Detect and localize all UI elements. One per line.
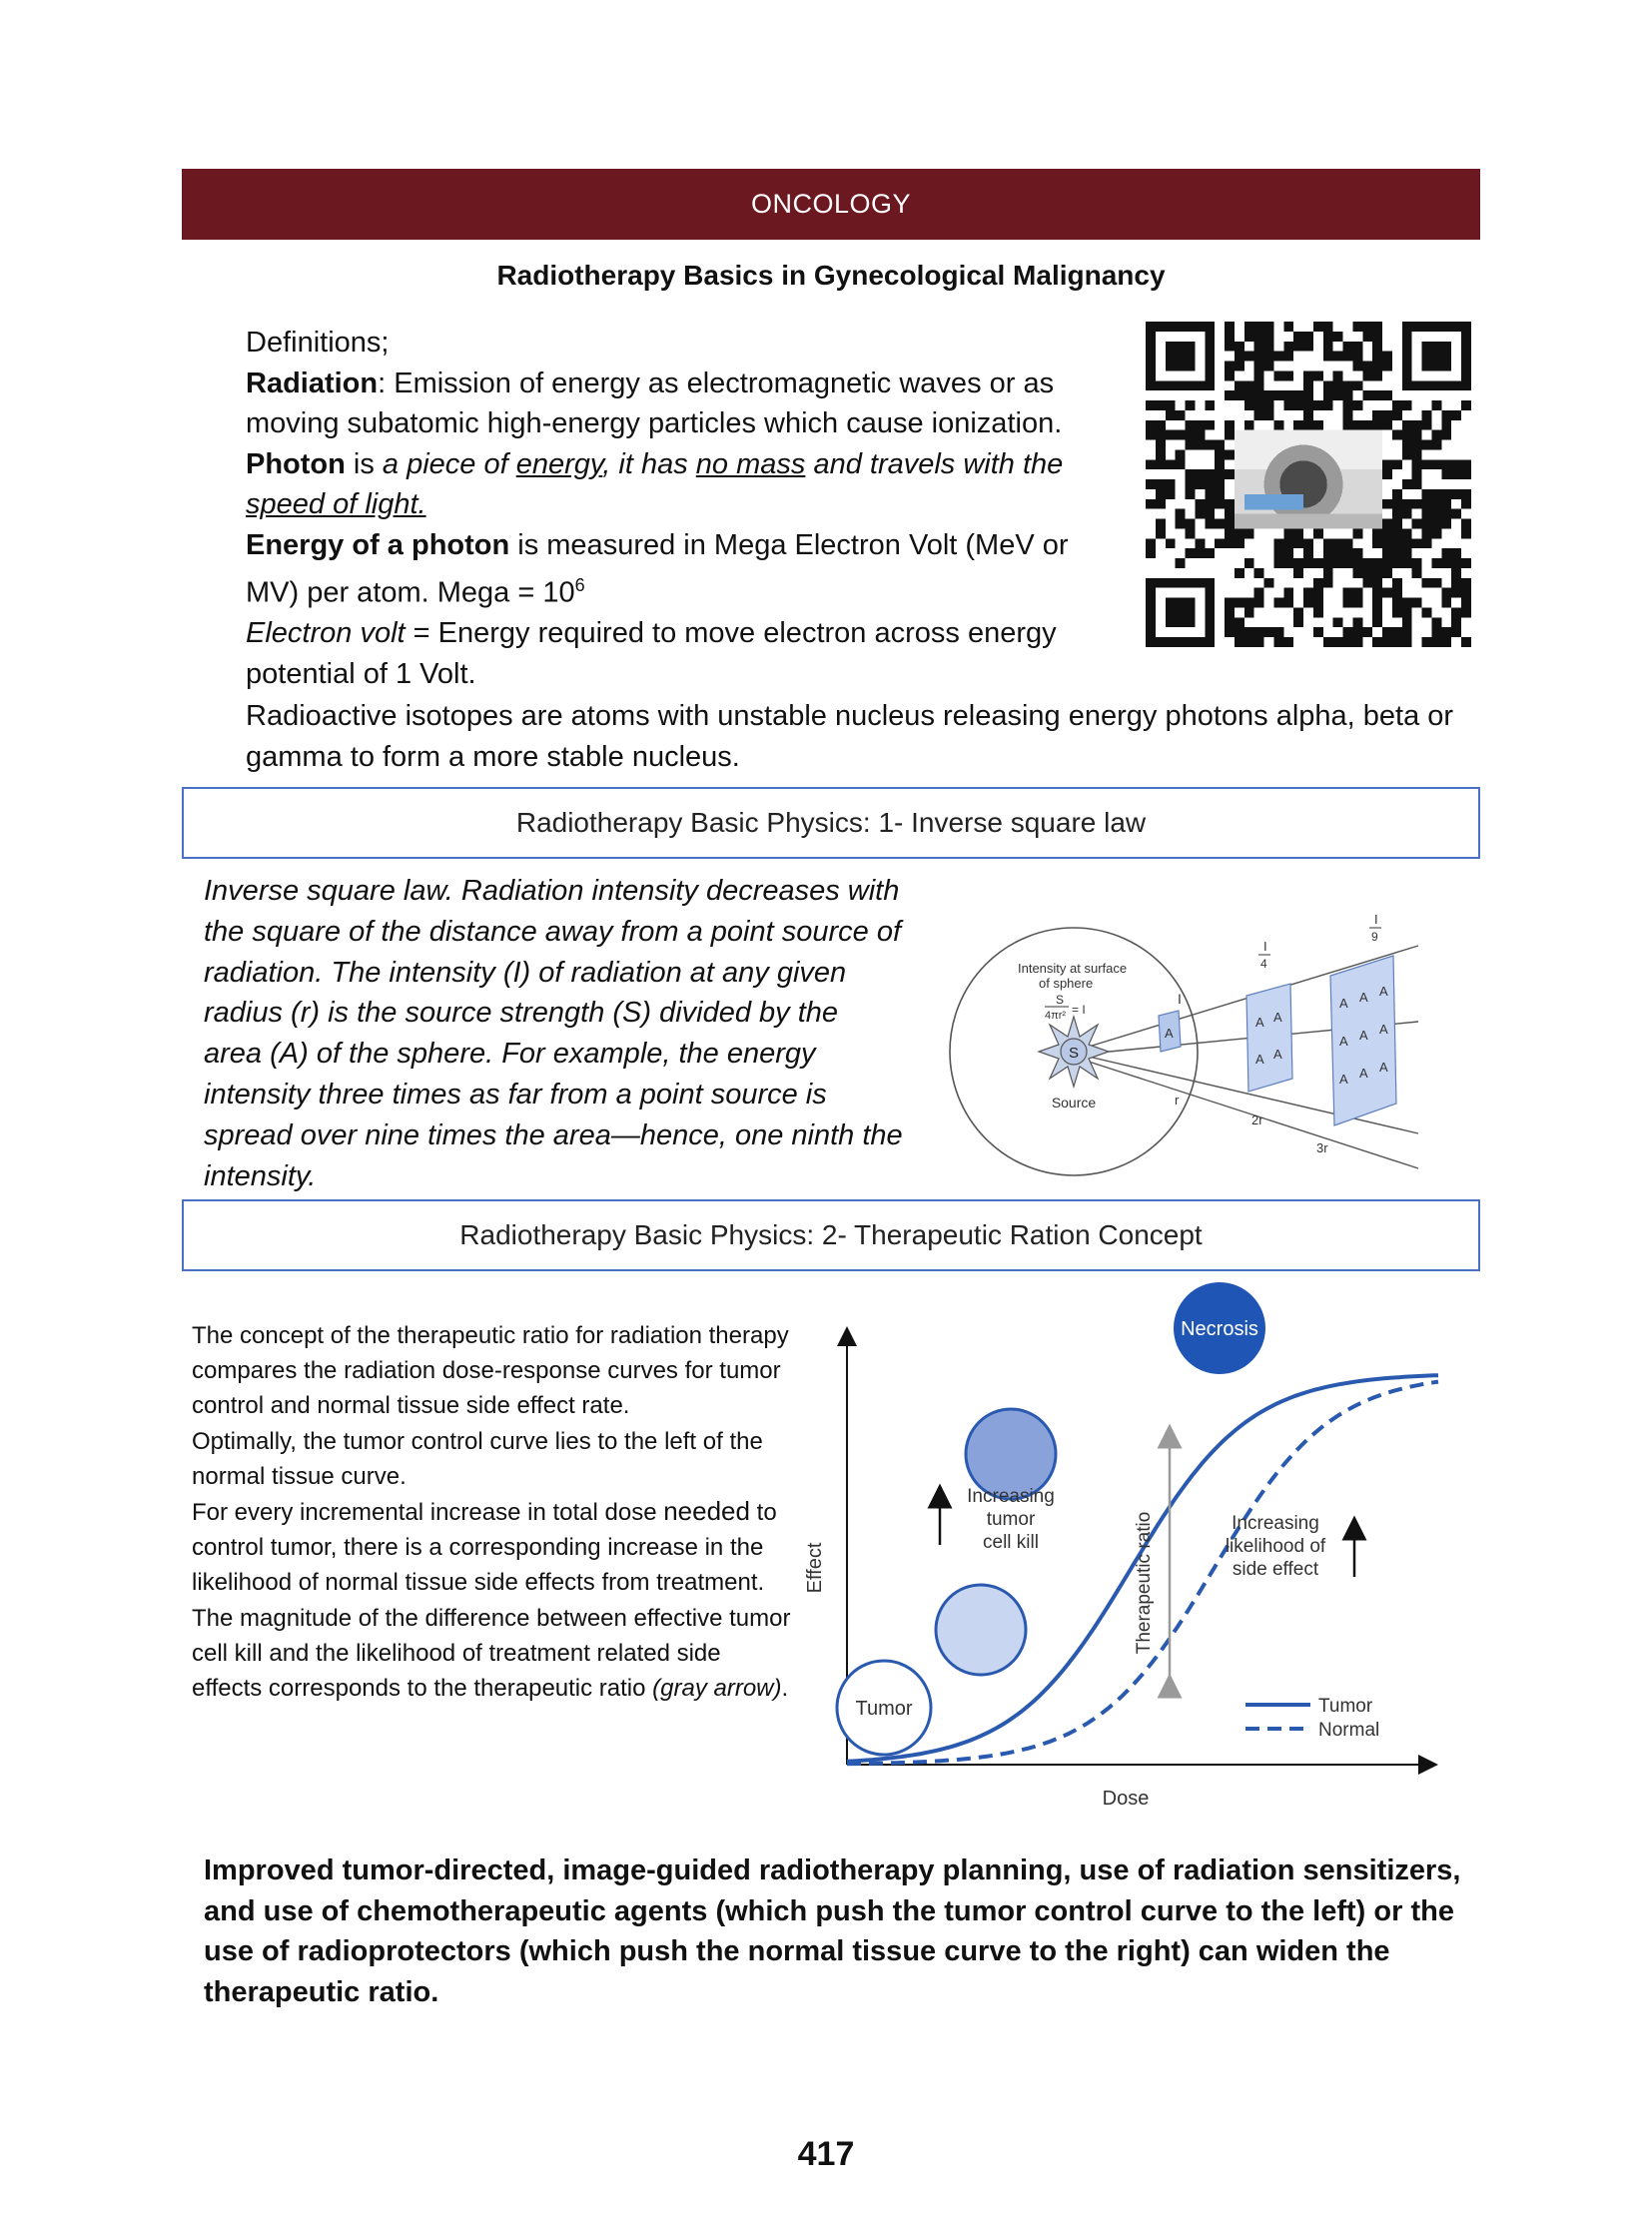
side-effect-label-3: side effect [1232,1559,1319,1580]
intensity-3r-den: 9 [1371,930,1378,944]
formula-denominator: 4πr² [1045,1010,1067,1022]
section-banner [182,169,1480,240]
legend-tumor-label: Tumor [1318,1696,1373,1717]
side-effect-label-1: Increasing [1232,1513,1319,1534]
tumor-kill-label-1: Increasing [967,1486,1055,1507]
photon-energy-definition: Energy of a photon is measured in Mega Electron Volt (MeV or MV) per atom. Mega = $10^6$ [246,528,1069,609]
legend-normal-label: Normal [1318,1720,1380,1741]
svg-text:A: A [1379,1022,1388,1037]
photon-definition: Photon is a piece of energy, it has no mass and travels with the speed of light. [246,447,1064,520]
qr-center-image [1235,430,1382,529]
formula-equals: = I [1072,1003,1086,1017]
svg-text:A: A [1379,984,1388,999]
svg-text:A: A [1273,1047,1282,1062]
svg-text:A: A [1255,1015,1264,1030]
tr-paragraph-3: For every incremental increase in total dose needed to control tumor, there is a corresponding increase in the likelihood of normal tissue side effects from treatment. The magnitude of the difference between effective tumor cell kill and the likelihood of treatment related side effects corresponds to the therapeutic ratio (gray arrow). [192,1496,791,1703]
svg-text:A: A [1339,1072,1348,1087]
svg-text:A: A [1359,1066,1368,1081]
source-label: Source [1051,1095,1097,1110]
intensity-2r-num: I [1263,939,1267,954]
electron-volt-definition: Electron volt = Energy required to move electron across energy potential of 1 Volt. [246,617,1057,690]
area-patch-2r [1246,984,1292,1092]
y-axis-label: Effect [804,1542,826,1594]
svg-text:A: A [1339,996,1348,1011]
source-icon [1039,1017,1109,1087]
svg-text:A: A [1379,1060,1388,1075]
radius-3r: 3r [1316,1140,1328,1155]
svg-text:A: A [1359,1028,1368,1043]
qr-code[interactable] [1146,322,1471,647]
svg-text:A: A [1273,1010,1282,1025]
definitions-heading: Definitions; [246,327,390,359]
intensity-2r-den: 4 [1260,957,1267,971]
necrosis-label: Necrosis [1181,1318,1258,1340]
inverse-square-figure [939,904,1428,1203]
conclusion-paragraph: Improved tumor-directed, image-guided radiotherapy planning, use of radiation sensitizers, and use of chemotherapeutic agents (which push the tumor control curve to the left) or the use of radioprotectors (which push the normal tissue curve to the right) can widen the therapeutic ratio. [204,1854,1461,2008]
tumor-circle-label: Tumor [855,1698,913,1720]
section-label: ONCOLOGY [750,189,912,219]
inverse-square-description: Inverse square law. Radiation intensity decreases with the square of the distance away from a point source of radiation. The intensity (I) of radiation at any given radius (r) is the source strength (S) divided by the area (A) of the sphere. For example, the energy intensity three times as far from a point source is spread over nine times the area—hence, one ninth the intensity. [204,875,903,1192]
formula-numerator: S [1056,993,1065,1007]
section-heading-therapeutic-ratio: Radiotherapy Basic Physics: 2- Therapeutic Ration Concept [182,1199,1480,1271]
intensity-r: I [1178,991,1182,1007]
svg-text:A: A [1255,1052,1264,1067]
section-heading-inverse-square: Radiotherapy Basic Physics: 1- Inverse square law [182,787,1480,859]
svg-text:A: A [1359,990,1368,1005]
svg-text:A: A [1165,1026,1174,1041]
intensity-label-2: of sphere [1039,976,1094,991]
radiation-definition: Radiation: Emission of energy as electromagnetic waves or as moving subatomic high-energy particles which cause ionization. [246,367,1063,439]
side-effect-label-2: likelihood of [1225,1536,1326,1557]
tumor-kill-label-3: cell kill [983,1532,1039,1553]
intensity-label-1: Intensity at surface [1018,961,1128,976]
therapeutic-ratio-label: Therapeutic ratio [1134,1511,1155,1655]
svg-text:S: S [1068,1045,1080,1062]
definitions-block [246,323,1115,694]
tr-paragraph-1: The concept of the therapeutic ratio for radiation therapy compares the radiation dose-response curves for tumor control and normal tissue side effect rate. [192,1322,789,1420]
svg-text:A: A [1339,1034,1348,1049]
x-axis-label: Dose [1102,1788,1150,1808]
tumor-kill-label-2: tumor [986,1509,1036,1530]
tr-paragraph-2: Optimally, the tumor control curve lies to the left of the normal tissue curve. [192,1427,763,1490]
radius-2r: 2r [1251,1112,1263,1127]
radius-r: r [1175,1093,1180,1108]
intensity-3r-num: I [1374,912,1378,927]
isotopes-paragraph: Radioactive isotopes are atoms with unstable nucleus releasing energy photons alpha, beta or gamma to form a more stable nucleus. [246,700,1454,773]
page-number: 417 [797,2135,855,2173]
therapeutic-ratio-description [192,1318,791,1706]
therapeutic-ratio-chart [789,1278,1448,1808]
light-circle [936,1585,1026,1675]
page-title: Radiotherapy Basics in Gynecological Malignancy [496,260,1166,291]
